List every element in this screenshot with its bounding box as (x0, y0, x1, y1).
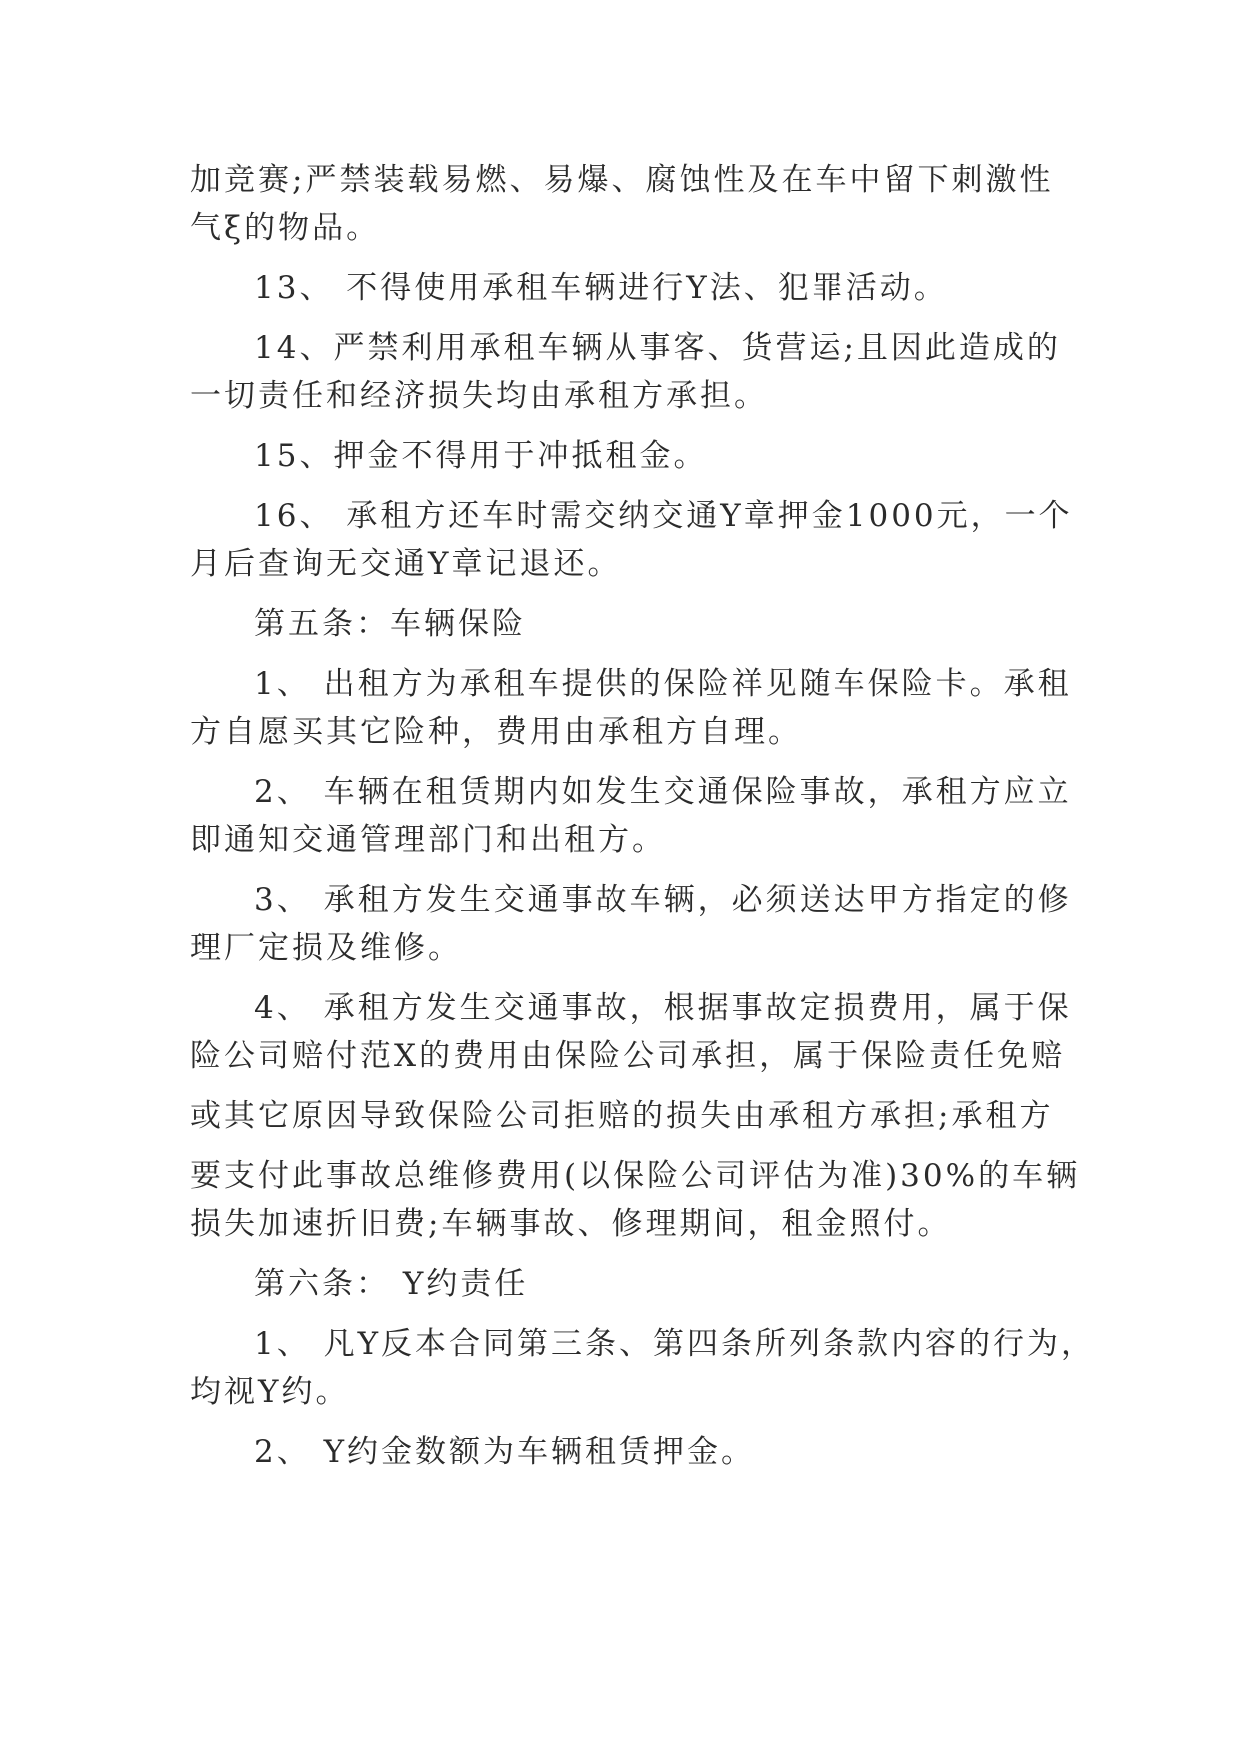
text-line: 气ξ的物品。 (190, 210, 381, 246)
text-line: 要支付此事故总维修费用(以保险公司评估为准)30%的车辆 (190, 1158, 1081, 1194)
text-line: 加竞赛;严禁装载易燃、易爆、腐蚀性及在车中留下刺激性 (190, 162, 1054, 198)
clause-6-2: 2、 Y约金数额为车辆租赁押金。 (254, 1434, 756, 1470)
clause-6-1: 1、 凡Y反本合同第三条、第四条所列条款内容的行为， (254, 1326, 1096, 1362)
text-line: 或其它原因导致保险公司拒赔的损失由承租方承担;承租方 (190, 1098, 1054, 1134)
section-heading-5: 第五条：车辆保险 (254, 606, 526, 642)
section-heading-6: 第六条： Y约责任 (254, 1266, 529, 1302)
text-line: 即通知交通管理部门和出租方。 (190, 822, 666, 858)
clause-13: 13、 不得使用承租车辆进行Y法、犯罪活动。 (254, 270, 948, 306)
clause-14: 14、严禁利用承租车辆从事客、货营运;且因此造成的 (254, 330, 1061, 366)
text-line: 均视Y约。 (190, 1374, 350, 1410)
text-line: 方自愿买其它险种，费用由承租方自理。 (190, 714, 802, 750)
text-line: 一切责任和经济损失均由承租方承担。 (190, 378, 768, 414)
text-line: 月后查询无交通Y章记退还。 (190, 546, 622, 582)
text-line: 理厂定损及维修。 (190, 930, 462, 966)
clause-5-4: 4、 承租方发生交通事故，根据事故定损费用，属于保 (254, 990, 1072, 1026)
text-line: 险公司赔付范X的费用由保险公司承担，属于保险责任免赔 (190, 1038, 1066, 1074)
clause-5-1: 1、 出租方为承租车提供的保险祥见随车保险卡。承租 (254, 666, 1072, 702)
text-line: 损失加速折旧费;车辆事故、修理期间，租金照付。 (190, 1206, 952, 1242)
clause-15: 15、押金不得用于冲抵租金。 (254, 438, 708, 474)
clause-5-3: 3、 承租方发生交通事故车辆，必须送达甲方指定的修 (254, 882, 1072, 918)
clause-16: 16、 承租方还车时需交纳交通Y章押金1000元，一个 (254, 498, 1073, 534)
clause-5-2: 2、 车辆在租赁期内如发生交通保险事故，承租方应立 (254, 774, 1072, 810)
